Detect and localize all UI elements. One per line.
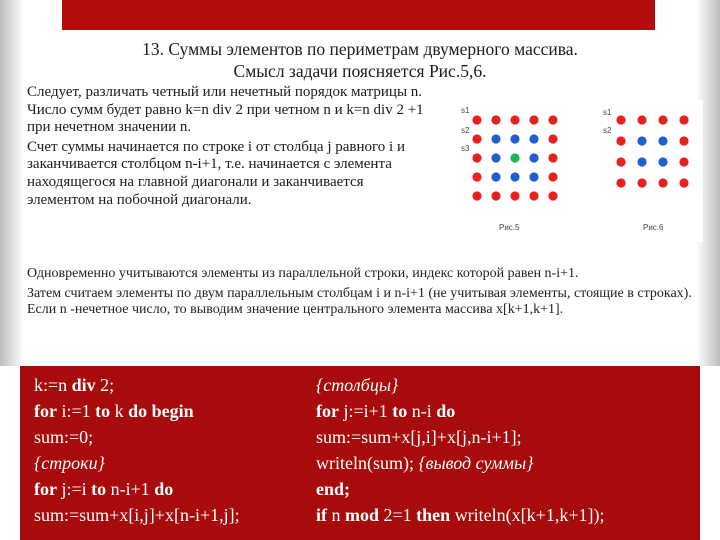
fig5-cell [548,134,557,143]
fig5-cell [491,134,500,143]
fig5-cell [510,134,519,143]
fig5-cell [491,153,500,162]
code-line: k:=n div 2; [34,375,115,395]
fig5-cell [548,115,557,124]
fig5-cell [529,134,538,143]
paragraph-columns: Затем считаем элементы по двум параллельным столбцам i и n-i+1 (не учитывая элементы, стоящие в строках). Если n -нечетное число, то выводим значение центрального элемента массива x[k+1,k+1]. [27,286,692,317]
fig5-s2-label: s2 [461,126,470,135]
fig6-cell [658,157,667,166]
code-comment: {строки} [34,453,105,473]
fig6-cell [637,178,646,187]
code-line: sum:=sum+x[i,j]+x[n-i+1,j]; [34,505,240,525]
figures-panel [447,100,703,242]
fig6-s2-label: s2 [603,126,612,135]
code-column-left [34,372,240,528]
fig5-s3-label: s3 [461,144,470,153]
fig6-caption: Рис.6 [643,223,664,232]
fig5-cell [529,172,538,181]
fig5-cell [510,153,519,162]
code-line: for j:=i+1 to n-i do [316,401,456,421]
code-line: if n mod 2=1 then writeln(x[k+1,k+1]); [316,505,605,525]
fig6-cell [637,157,646,166]
fig6-cell [616,157,625,166]
header-bar [62,0,655,30]
code-line: sum:=sum+x[j,i]+x[j,n-i+1]; [316,427,522,447]
fig5-cell [548,153,557,162]
fig5-cell [472,153,481,162]
fig6-s1-label: s1 [603,108,612,117]
fig5-cell [491,115,500,124]
explanation-text [27,84,432,209]
code-line: for j:=i to n-i+1 do [34,479,174,499]
fig6-cell [679,178,688,187]
slide-title [40,38,680,82]
code-panel [20,366,700,540]
fig6-cell [658,115,667,124]
fig5-cell [529,115,538,124]
title-line-1: 13. Суммы элементов по периметрам двумерного массива. [142,39,578,59]
fig5-cell [472,191,481,200]
fig5-cell [529,153,538,162]
paragraph-parallel-row: Одновременно учитываются элементы из параллельной строки, индекс которой равен n-i+1. [27,266,579,281]
fig5-s1-label: s1 [461,106,470,115]
fig6-matrix [585,100,703,242]
fig5-caption: Рис.5 [499,223,520,232]
title-line-2: Смысл задачи поясняется Рис.5,6. [233,61,487,81]
fig5-cell [472,172,481,181]
code-line: for i:=1 to k do begin [34,401,194,421]
fig5-cell [491,172,500,181]
fig5-matrix [447,100,573,242]
fig6-cell [637,136,646,145]
fig5-cell [510,172,519,181]
paragraph-row-sum: Счет суммы начинается по строке i от столбца j равного i и заканчивается столбцом n-i+1, т.е. начинается с элемента находящегося на главной диагонали и заканчивается элементом на побочной диагонали. [27,138,405,208]
fig6-cell [679,115,688,124]
fig5-cell [472,134,481,143]
fig6-cell [658,136,667,145]
code-comment: {столбцы} [316,375,399,395]
fig5-cell [491,191,500,200]
fig6-cell [616,136,625,145]
code-line: writeln(sum); {вывод суммы} [316,453,534,473]
code-area [0,366,720,540]
fig6-cell [616,115,625,124]
lower-text [27,266,707,322]
code-line: end; [316,479,351,499]
figure-5 [447,100,573,242]
code-line: sum:=0; [34,427,94,447]
fig5-cell [510,115,519,124]
fig5-cell [548,172,557,181]
fig5-cell [472,115,481,124]
fig5-cell [529,191,538,200]
fig6-cell [658,178,667,187]
fig6-cell [637,115,646,124]
fig5-cell [548,191,557,200]
fig6-cell [616,178,625,187]
figure-6 [585,100,703,242]
fig6-cell [679,136,688,145]
paragraph-parity: Следует, различать четный или нечетный порядок матрицы n. Число сумм будет равно k=n div 2 при четном n и k=n div 2 +1 при нечетном значении n. [27,84,424,136]
code-column-right [316,372,604,528]
fig6-cell [679,157,688,166]
fig5-cell [510,191,519,200]
